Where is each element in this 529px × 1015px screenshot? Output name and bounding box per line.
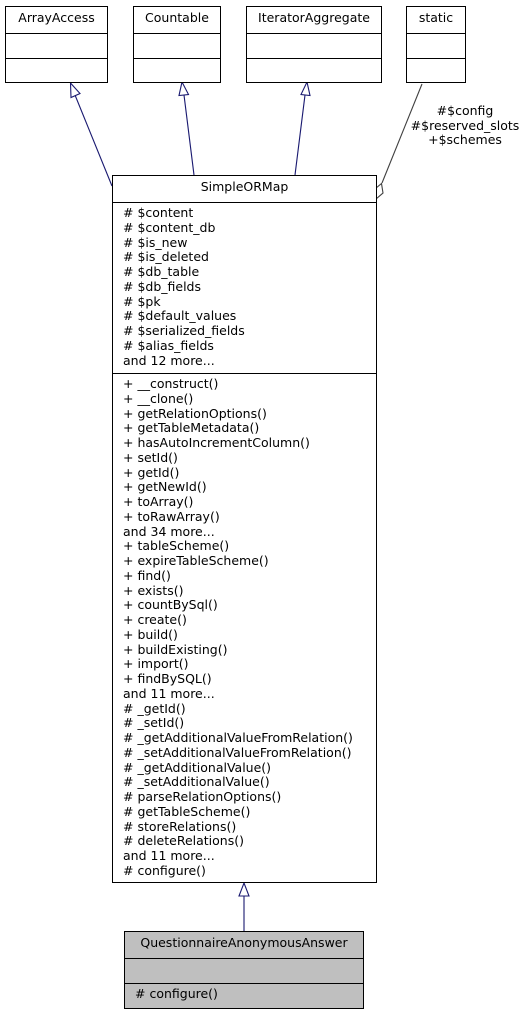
- method-item: # _setId(): [123, 715, 185, 731]
- methods-section: [6, 58, 107, 82]
- method-item: + expireTableScheme(): [123, 553, 269, 568]
- method-item: # _getAdditionalValueFromRelation(): [123, 730, 353, 745]
- class-box-simpleormap[interactable]: [112, 175, 377, 883]
- methods-section: [247, 58, 381, 82]
- methods-section: [113, 373, 376, 879]
- attribute-item: # $is_deleted: [123, 249, 209, 265]
- method-item: + toArray(): [123, 494, 194, 509]
- inheritance-edge-subclass: [239, 883, 249, 931]
- attributes-section: [113, 202, 376, 373]
- method-item: + build(): [123, 626, 178, 642]
- methods-section: [407, 58, 465, 82]
- attribute-item: # $content_db: [123, 219, 216, 235]
- class-box-questionnaireanonymousanswer[interactable]: [124, 931, 364, 1009]
- method-item: + findBySQL(): [123, 671, 212, 686]
- method-item: # configure(): [123, 862, 206, 878]
- method-item: + create(): [123, 612, 187, 627]
- methods-section: [134, 58, 220, 82]
- method-item: + exists(): [123, 582, 184, 598]
- attribute-item: # $default_values: [123, 308, 237, 324]
- method-item: + buildExisting(): [123, 641, 228, 657]
- method-item[interactable]: and 11 more...: [123, 685, 215, 701]
- attributes-section: [125, 958, 363, 983]
- method-item: + getId(): [123, 464, 180, 480]
- aggregation-label-line: #$reserved_slots: [410, 117, 520, 133]
- attribute-item: # $content: [123, 205, 194, 220]
- aggregation-label: [405, 104, 525, 148]
- method-item: # storeRelations(): [123, 818, 237, 834]
- method-item: # getTableScheme(): [123, 803, 251, 819]
- method-item: + setId(): [123, 449, 178, 465]
- attribute-item: # $pk: [123, 293, 161, 309]
- method-item: # _getId(): [123, 700, 186, 716]
- class-box-arrayaccess[interactable]: [5, 6, 108, 83]
- attribute-item: # $is_new: [123, 234, 188, 250]
- attributes-section: [247, 33, 381, 58]
- inheritance-edge-arrayaccess: [71, 83, 113, 186]
- method-item: + countBySql(): [123, 597, 218, 613]
- class-box-static[interactable]: [406, 6, 466, 83]
- attributes-section: [407, 33, 465, 58]
- class-name: ArrayAccess: [18, 10, 95, 25]
- method-item: # _setAdditionalValue(): [123, 774, 270, 790]
- method-item: # deleteRelations(): [123, 833, 244, 849]
- class-box-countable[interactable]: [133, 6, 221, 83]
- class-name: Countable: [145, 10, 209, 25]
- inheritance-edge-countable: [179, 82, 194, 175]
- method-item: + __clone(): [123, 390, 194, 406]
- methods-section: [125, 983, 363, 1008]
- class-name: QuestionnaireAnonymousAnswer: [140, 935, 348, 950]
- attribute-item: # $alias_fields: [123, 337, 214, 353]
- attributes-section: [6, 33, 107, 58]
- class-name: SimpleORMap: [200, 179, 289, 194]
- attribute-item: # $db_fields: [123, 278, 202, 294]
- method-item: # _setAdditionalValueFromRelation(): [123, 744, 352, 760]
- method-item: + __construct(): [123, 376, 219, 391]
- method-item: + find(): [123, 567, 171, 583]
- attribute-item: # $db_table: [123, 264, 200, 279]
- method-item: + hasAutoIncrementColumn(): [123, 435, 310, 450]
- method-item: + toRawArray(): [123, 508, 220, 524]
- method-item: # parseRelationOptions(): [123, 789, 282, 804]
- attribute-item[interactable]: and 12 more...: [123, 352, 215, 368]
- aggregation-label-line: #$config: [436, 103, 494, 118]
- attribute-item: # $serialized_fields: [123, 323, 245, 338]
- method-item[interactable]: and 34 more...: [123, 523, 215, 539]
- aggregation-label-line: +$schemes: [428, 132, 502, 147]
- method-item: + tableScheme(): [123, 538, 230, 554]
- attributes-section: [134, 33, 220, 58]
- class-name: IteratorAggregate: [258, 10, 370, 25]
- method-item: # configure(): [135, 986, 218, 1001]
- method-item: + getNewId(): [123, 479, 207, 495]
- method-item: + import(): [123, 656, 189, 672]
- method-item: # _getAdditionalValue(): [123, 759, 272, 775]
- inheritance-edge-iteratoraggregate: [295, 82, 310, 175]
- class-name: static: [418, 10, 454, 25]
- method-item[interactable]: and 11 more...: [123, 848, 215, 863]
- method-item: + getRelationOptions(): [123, 405, 267, 421]
- method-item: + getTableMetadata(): [123, 420, 260, 436]
- class-box-iteratoraggregate[interactable]: [246, 6, 382, 83]
